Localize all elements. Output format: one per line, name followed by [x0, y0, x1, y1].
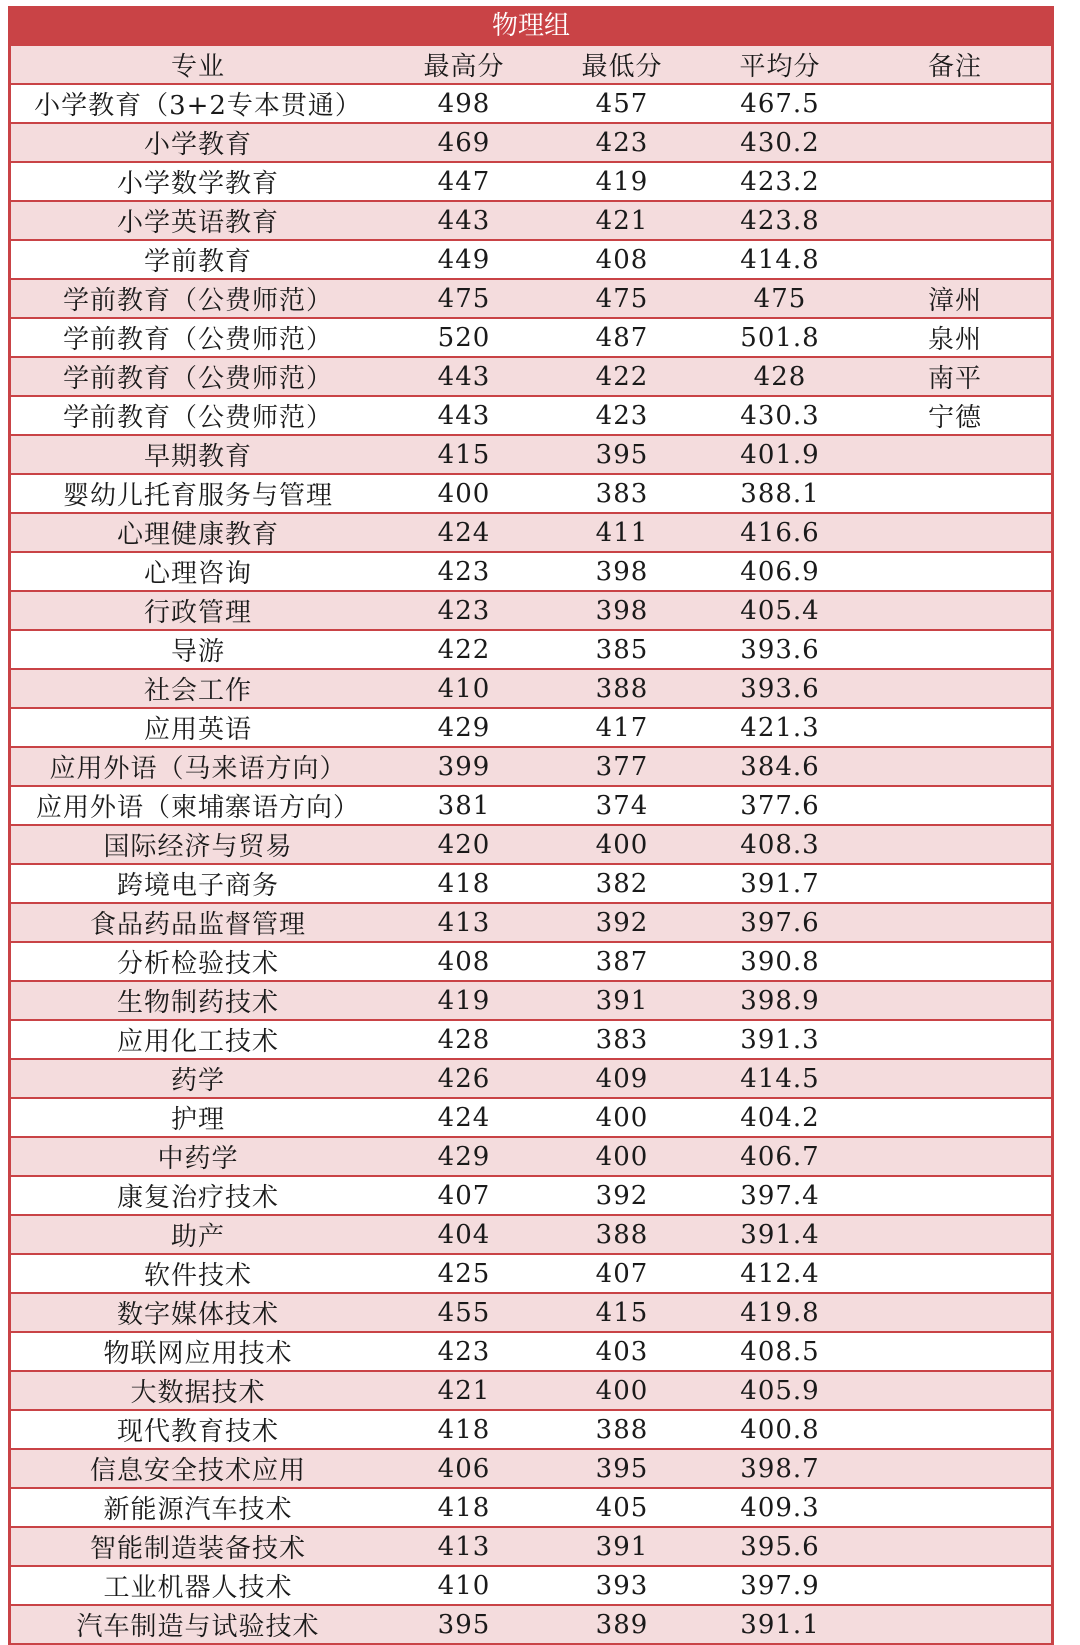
- cell-max-score: 421: [385, 1371, 543, 1410]
- table-row: [11, 630, 1051, 669]
- cell-max-score: 498: [385, 84, 543, 123]
- table-body: [11, 84, 1051, 1644]
- cell-major: 应用英语: [11, 708, 385, 747]
- cell-major: 学前教育（公费师范）: [11, 396, 385, 435]
- table-row: [11, 435, 1051, 474]
- cell-min-score: 400: [543, 825, 701, 864]
- cell-min-score: 398: [543, 552, 701, 591]
- cell-avg-score: 419.8: [701, 1293, 859, 1332]
- cell-note: [859, 786, 1051, 825]
- cell-max-score: 423: [385, 591, 543, 630]
- cell-major: 小学数学教育: [11, 162, 385, 201]
- cell-min-score: 400: [543, 1098, 701, 1137]
- cell-max-score: 395: [385, 1605, 543, 1644]
- cell-note: 漳州: [859, 279, 1051, 318]
- cell-min-score: 392: [543, 903, 701, 942]
- header-max: 最高分: [385, 46, 543, 84]
- cell-major: 心理健康教育: [11, 513, 385, 552]
- table-row: [11, 1488, 1051, 1527]
- cell-min-score: 388: [543, 1410, 701, 1449]
- header-row: [11, 46, 1051, 84]
- cell-note: [859, 708, 1051, 747]
- cell-max-score: 443: [385, 201, 543, 240]
- score-table: [11, 46, 1051, 1645]
- cell-min-score: 403: [543, 1332, 701, 1371]
- cell-min-score: 411: [543, 513, 701, 552]
- table-row: [11, 747, 1051, 786]
- cell-note: [859, 825, 1051, 864]
- cell-major: 中药学: [11, 1137, 385, 1176]
- cell-note: [859, 903, 1051, 942]
- cell-avg-score: 397.9: [701, 1566, 859, 1605]
- cell-note: [859, 1566, 1051, 1605]
- cell-note: [859, 1254, 1051, 1293]
- cell-max-score: 410: [385, 669, 543, 708]
- cell-max-score: 449: [385, 240, 543, 279]
- cell-max-score: 443: [385, 396, 543, 435]
- cell-max-score: 418: [385, 1488, 543, 1527]
- cell-note: 泉州: [859, 318, 1051, 357]
- cell-max-score: 419: [385, 981, 543, 1020]
- cell-max-score: 418: [385, 864, 543, 903]
- cell-max-score: 404: [385, 1215, 543, 1254]
- header-major: 专业: [11, 46, 385, 84]
- cell-major: 学前教育: [11, 240, 385, 279]
- cell-max-score: 381: [385, 786, 543, 825]
- table-row: [11, 1020, 1051, 1059]
- cell-major: 行政管理: [11, 591, 385, 630]
- table-row: [11, 1215, 1051, 1254]
- cell-max-score: 424: [385, 1098, 543, 1137]
- cell-avg-score: 397.6: [701, 903, 859, 942]
- cell-avg-score: 414.5: [701, 1059, 859, 1098]
- cell-max-score: 423: [385, 552, 543, 591]
- cell-avg-score: 400.8: [701, 1410, 859, 1449]
- cell-avg-score: 423.2: [701, 162, 859, 201]
- cell-max-score: 413: [385, 903, 543, 942]
- table-row: [11, 84, 1051, 123]
- table-row: [11, 1332, 1051, 1371]
- cell-major: 国际经济与贸易: [11, 825, 385, 864]
- cell-avg-score: 377.6: [701, 786, 859, 825]
- cell-max-score: 422: [385, 630, 543, 669]
- cell-major: 数字媒体技术: [11, 1293, 385, 1332]
- cell-avg-score: 393.6: [701, 630, 859, 669]
- cell-note: [859, 981, 1051, 1020]
- cell-avg-score: 393.6: [701, 669, 859, 708]
- cell-max-score: 425: [385, 1254, 543, 1293]
- table-row: [11, 1254, 1051, 1293]
- cell-max-score: 455: [385, 1293, 543, 1332]
- table-row: [11, 1293, 1051, 1332]
- table-row: [11, 1527, 1051, 1566]
- table-row: [11, 1449, 1051, 1488]
- table-row: [11, 1605, 1051, 1644]
- cell-note: [859, 435, 1051, 474]
- cell-avg-score: 398.7: [701, 1449, 859, 1488]
- cell-max-score: 475: [385, 279, 543, 318]
- cell-min-score: 408: [543, 240, 701, 279]
- cell-min-score: 387: [543, 942, 701, 981]
- cell-note: [859, 1215, 1051, 1254]
- cell-avg-score: 391.3: [701, 1020, 859, 1059]
- table-row: [11, 513, 1051, 552]
- table-row: [11, 1410, 1051, 1449]
- cell-note: [859, 747, 1051, 786]
- cell-note: [859, 1020, 1051, 1059]
- cell-note: 宁德: [859, 396, 1051, 435]
- cell-max-score: 418: [385, 1410, 543, 1449]
- cell-major: 大数据技术: [11, 1371, 385, 1410]
- cell-avg-score: 416.6: [701, 513, 859, 552]
- cell-major: 小学英语教育: [11, 201, 385, 240]
- cell-min-score: 422: [543, 357, 701, 396]
- cell-avg-score: 390.8: [701, 942, 859, 981]
- cell-major: 物联网应用技术: [11, 1332, 385, 1371]
- table-row: [11, 942, 1051, 981]
- cell-note: [859, 123, 1051, 162]
- score-sheet: [8, 6, 1054, 1645]
- cell-min-score: 457: [543, 84, 701, 123]
- cell-major: 汽车制造与试验技术: [11, 1605, 385, 1644]
- cell-major: 智能制造装备技术: [11, 1527, 385, 1566]
- cell-avg-score: 405.9: [701, 1371, 859, 1410]
- cell-note: [859, 864, 1051, 903]
- cell-min-score: 385: [543, 630, 701, 669]
- cell-max-score: 429: [385, 708, 543, 747]
- cell-avg-score: 475: [701, 279, 859, 318]
- header-note: 备注: [859, 46, 1051, 84]
- cell-major: 社会工作: [11, 669, 385, 708]
- cell-min-score: 391: [543, 1527, 701, 1566]
- cell-avg-score: 391.7: [701, 864, 859, 903]
- cell-avg-score: 404.2: [701, 1098, 859, 1137]
- table-row: [11, 162, 1051, 201]
- cell-major: 早期教育: [11, 435, 385, 474]
- cell-note: [859, 474, 1051, 513]
- cell-min-score: 377: [543, 747, 701, 786]
- table-row: [11, 708, 1051, 747]
- table-title: 物理组: [11, 6, 1051, 46]
- cell-note: [859, 201, 1051, 240]
- table-row: [11, 669, 1051, 708]
- cell-major: 婴幼儿托育服务与管理: [11, 474, 385, 513]
- table-row: [11, 864, 1051, 903]
- cell-max-score: 406: [385, 1449, 543, 1488]
- cell-note: [859, 1293, 1051, 1332]
- cell-major: 学前教育（公费师范）: [11, 279, 385, 318]
- table-row: [11, 1566, 1051, 1605]
- cell-note: [859, 630, 1051, 669]
- table-row: [11, 903, 1051, 942]
- cell-avg-score: 430.2: [701, 123, 859, 162]
- cell-max-score: 520: [385, 318, 543, 357]
- table-row: [11, 318, 1051, 357]
- cell-min-score: 383: [543, 474, 701, 513]
- cell-max-score: 407: [385, 1176, 543, 1215]
- cell-min-score: 421: [543, 201, 701, 240]
- cell-min-score: 395: [543, 435, 701, 474]
- cell-min-score: 423: [543, 396, 701, 435]
- cell-note: [859, 1605, 1051, 1644]
- cell-min-score: 407: [543, 1254, 701, 1293]
- cell-max-score: 408: [385, 942, 543, 981]
- cell-avg-score: 428: [701, 357, 859, 396]
- cell-max-score: 423: [385, 1332, 543, 1371]
- cell-note: [859, 1410, 1051, 1449]
- cell-min-score: 415: [543, 1293, 701, 1332]
- table-row: [11, 1176, 1051, 1215]
- table-row: [11, 240, 1051, 279]
- cell-avg-score: 401.9: [701, 435, 859, 474]
- cell-min-score: 400: [543, 1371, 701, 1410]
- cell-major: 小学教育（3+2专本贯通）: [11, 84, 385, 123]
- cell-note: [859, 1488, 1051, 1527]
- cell-min-score: 400: [543, 1137, 701, 1176]
- cell-note: [859, 942, 1051, 981]
- cell-avg-score: 395.6: [701, 1527, 859, 1566]
- table-row: [11, 357, 1051, 396]
- cell-major: 应用外语（柬埔寨语方向）: [11, 786, 385, 825]
- cell-major: 导游: [11, 630, 385, 669]
- cell-min-score: 417: [543, 708, 701, 747]
- cell-avg-score: 388.1: [701, 474, 859, 513]
- cell-min-score: 391: [543, 981, 701, 1020]
- cell-avg-score: 384.6: [701, 747, 859, 786]
- cell-avg-score: 391.4: [701, 1215, 859, 1254]
- cell-max-score: 424: [385, 513, 543, 552]
- table-row: [11, 786, 1051, 825]
- cell-avg-score: 430.3: [701, 396, 859, 435]
- cell-major: 信息安全技术应用: [11, 1449, 385, 1488]
- cell-min-score: 398: [543, 591, 701, 630]
- cell-max-score: 400: [385, 474, 543, 513]
- cell-avg-score: 501.8: [701, 318, 859, 357]
- cell-min-score: 395: [543, 1449, 701, 1488]
- cell-major: 跨境电子商务: [11, 864, 385, 903]
- table-row: [11, 201, 1051, 240]
- cell-note: [859, 1059, 1051, 1098]
- cell-major: 软件技术: [11, 1254, 385, 1293]
- table-row: [11, 123, 1051, 162]
- cell-min-score: 392: [543, 1176, 701, 1215]
- cell-max-score: 469: [385, 123, 543, 162]
- cell-max-score: 413: [385, 1527, 543, 1566]
- cell-note: 南平: [859, 357, 1051, 396]
- table-row: [11, 474, 1051, 513]
- cell-note: [859, 1332, 1051, 1371]
- cell-note: [859, 1176, 1051, 1215]
- header-min: 最低分: [543, 46, 701, 84]
- cell-note: [859, 1098, 1051, 1137]
- cell-min-score: 393: [543, 1566, 701, 1605]
- cell-note: [859, 552, 1051, 591]
- cell-max-score: 426: [385, 1059, 543, 1098]
- cell-major: 食品药品监督管理: [11, 903, 385, 942]
- table-row: [11, 396, 1051, 435]
- cell-min-score: 487: [543, 318, 701, 357]
- cell-major: 学前教育（公费师范）: [11, 318, 385, 357]
- table-row: [11, 591, 1051, 630]
- cell-note: [859, 1449, 1051, 1488]
- cell-major: 护理: [11, 1098, 385, 1137]
- cell-max-score: 428: [385, 1020, 543, 1059]
- cell-note: [859, 1137, 1051, 1176]
- cell-min-score: 409: [543, 1059, 701, 1098]
- cell-major: 应用外语（马来语方向）: [11, 747, 385, 786]
- cell-avg-score: 406.9: [701, 552, 859, 591]
- cell-min-score: 383: [543, 1020, 701, 1059]
- cell-avg-score: 421.3: [701, 708, 859, 747]
- cell-max-score: 447: [385, 162, 543, 201]
- cell-note: [859, 240, 1051, 279]
- table-row: [11, 825, 1051, 864]
- cell-major: 心理咨询: [11, 552, 385, 591]
- cell-max-score: 410: [385, 1566, 543, 1605]
- header-avg: 平均分: [701, 46, 859, 84]
- cell-avg-score: 405.4: [701, 591, 859, 630]
- table-row: [11, 1137, 1051, 1176]
- cell-min-score: 405: [543, 1488, 701, 1527]
- cell-min-score: 475: [543, 279, 701, 318]
- cell-note: [859, 162, 1051, 201]
- cell-major: 助产: [11, 1215, 385, 1254]
- cell-note: [859, 84, 1051, 123]
- cell-min-score: 388: [543, 1215, 701, 1254]
- table-row: [11, 552, 1051, 591]
- cell-avg-score: 397.4: [701, 1176, 859, 1215]
- cell-avg-score: 408.3: [701, 825, 859, 864]
- cell-major: 生物制药技术: [11, 981, 385, 1020]
- cell-max-score: 399: [385, 747, 543, 786]
- cell-major: 学前教育（公费师范）: [11, 357, 385, 396]
- cell-max-score: 443: [385, 357, 543, 396]
- cell-note: [859, 669, 1051, 708]
- cell-min-score: 423: [543, 123, 701, 162]
- cell-major: 工业机器人技术: [11, 1566, 385, 1605]
- cell-avg-score: 408.5: [701, 1332, 859, 1371]
- cell-avg-score: 412.4: [701, 1254, 859, 1293]
- cell-avg-score: 409.3: [701, 1488, 859, 1527]
- table-row: [11, 981, 1051, 1020]
- cell-min-score: 389: [543, 1605, 701, 1644]
- cell-note: [859, 1527, 1051, 1566]
- cell-note: [859, 513, 1051, 552]
- cell-major: 小学教育: [11, 123, 385, 162]
- cell-major: 现代教育技术: [11, 1410, 385, 1449]
- cell-avg-score: 414.8: [701, 240, 859, 279]
- cell-major: 分析检验技术: [11, 942, 385, 981]
- cell-min-score: 388: [543, 669, 701, 708]
- cell-avg-score: 398.9: [701, 981, 859, 1020]
- cell-min-score: 419: [543, 162, 701, 201]
- cell-major: 药学: [11, 1059, 385, 1098]
- table-row: [11, 279, 1051, 318]
- table-row: [11, 1098, 1051, 1137]
- cell-avg-score: 391.1: [701, 1605, 859, 1644]
- cell-major: 康复治疗技术: [11, 1176, 385, 1215]
- cell-note: [859, 1371, 1051, 1410]
- cell-avg-score: 406.7: [701, 1137, 859, 1176]
- table-row: [11, 1059, 1051, 1098]
- cell-note: [859, 591, 1051, 630]
- cell-min-score: 374: [543, 786, 701, 825]
- cell-avg-score: 423.8: [701, 201, 859, 240]
- cell-major: 新能源汽车技术: [11, 1488, 385, 1527]
- cell-major: 应用化工技术: [11, 1020, 385, 1059]
- cell-max-score: 415: [385, 435, 543, 474]
- cell-max-score: 420: [385, 825, 543, 864]
- table-row: [11, 1371, 1051, 1410]
- cell-max-score: 429: [385, 1137, 543, 1176]
- cell-avg-score: 467.5: [701, 84, 859, 123]
- cell-min-score: 382: [543, 864, 701, 903]
